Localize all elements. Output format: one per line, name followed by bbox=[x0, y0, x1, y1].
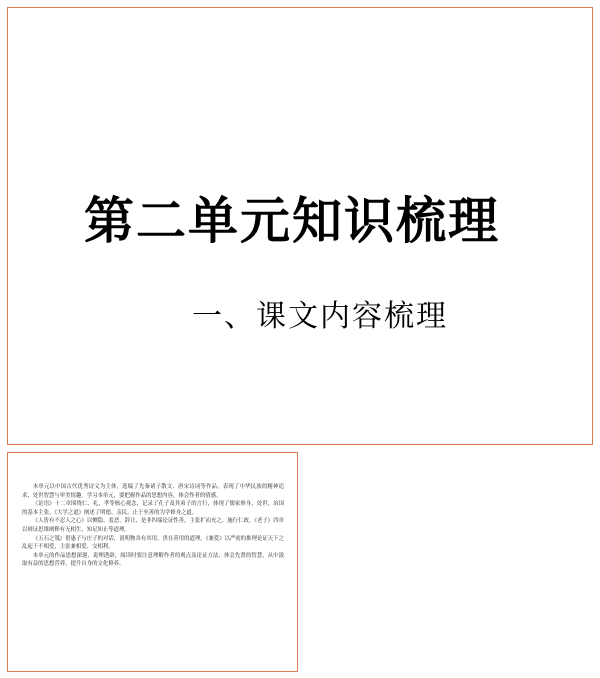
thumbnail-paragraph: 本单元以中国古代优秀诗文为主体，选编了先秦诸子散文、唐宋诗词等作品，表现了中华民族的精神追求、处世智慧与审美情趣。学习本单元，要把握作品的思想内容，体会作者的情感。 bbox=[22, 484, 284, 499]
slide-thumbnail[interactable] bbox=[7, 452, 298, 672]
thumbnail-body-text bbox=[22, 483, 284, 569]
thumbnail-paragraph: 《五石之瓠》借惠子与庄子的对话，说明物各有其用、贵在善用的道理。《兼爱》以严密的推理论证天下之乱起于不相爱，主张兼相爱、交相利。 bbox=[22, 535, 284, 551]
slide-title: 第二单元知识梳理 bbox=[84, 191, 500, 250]
thumbnail-paragraph: 《人皆有不忍人之心》以恻隐、羞恶、辞让、是非四端论证性善，主张扩而充之，施行仁政。《老子》四章以辩证思维阐释有无相生、知足知止等道理。 bbox=[22, 518, 284, 533]
thumbnail-paragraph: 《论语》十二章围绕仁、礼、孝等核心观念，记录了孔子及其弟子的言行，体现了儒家修身、处世、治国的基本主张。《大学之道》阐述了明德、亲民、止于至善的为学修身之道。 bbox=[22, 501, 284, 516]
slide-subtitle: 一、课文内容梳理 bbox=[192, 299, 448, 334]
thumbnail-paragraph: 本单元的作品思想深邃、说理透辟，阅读时要注意理解作者的观点及论证方法，体会先贤的智慧，从中汲取有益的思想营养，提升自身的文化修养。 bbox=[22, 552, 284, 568]
slide-main[interactable] bbox=[7, 7, 593, 445]
